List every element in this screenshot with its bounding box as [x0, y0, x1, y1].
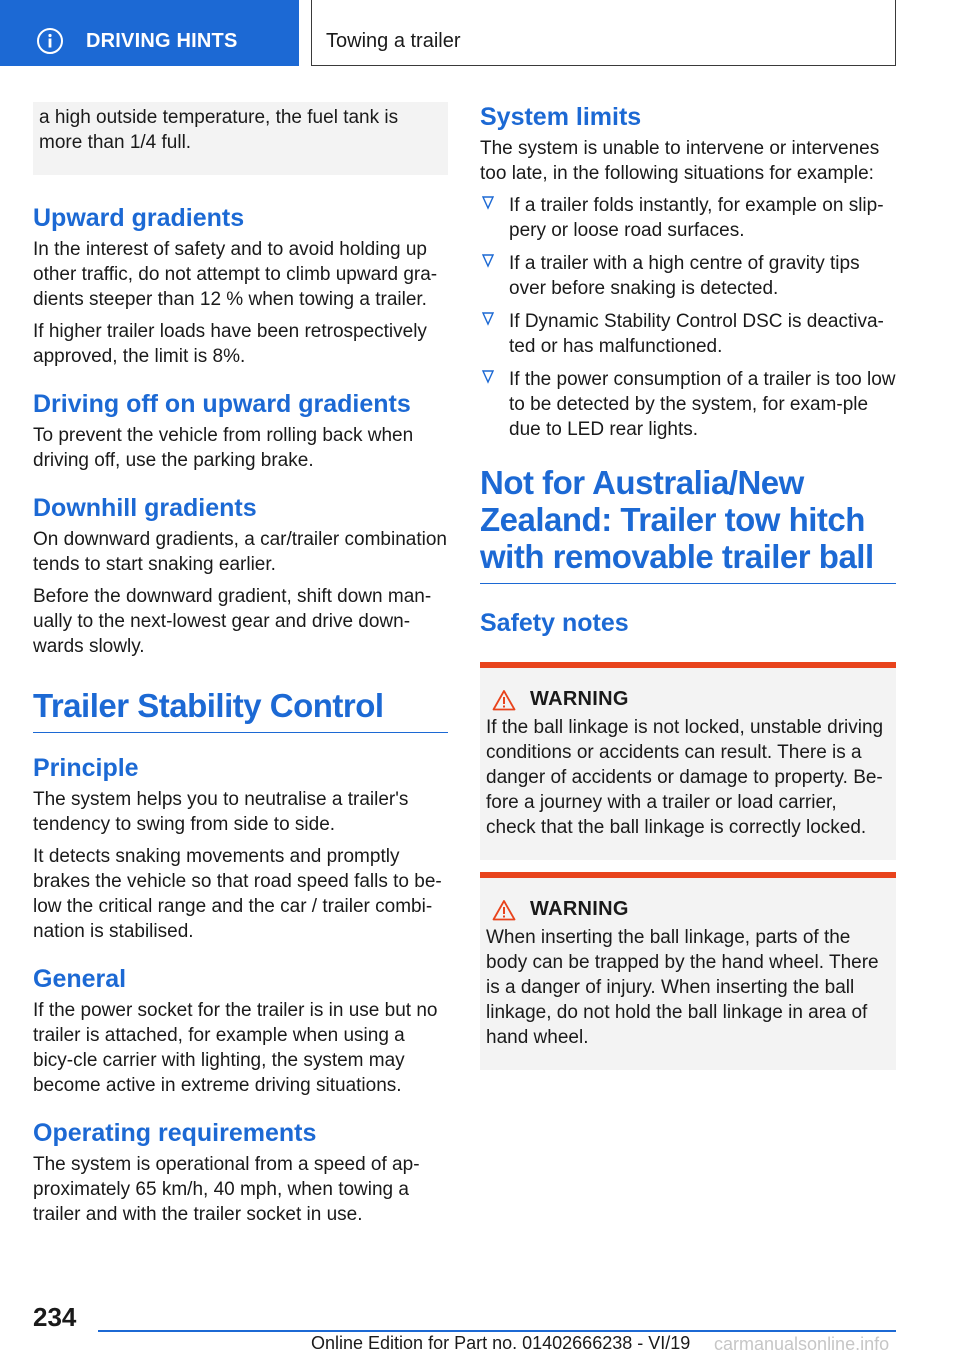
list-item-text: If Dynamic Stability Control DSC is deactiva‐ted or has malfunctioned. [509, 311, 884, 357]
section-tab [0, 0, 299, 66]
list-item [480, 309, 896, 359]
general-section [33, 964, 448, 1098]
system-limits-heading: System limits [480, 103, 642, 131]
tsc-section [33, 687, 448, 733]
warning-label: WARNING [530, 898, 629, 920]
warning-text: If the ball linkage is not locked, unstable driving conditions or accidents can result. There is a danger of accidents or damage to property. Be‐fore a journey with a trailer or load carrier, check that the ball linkage is correctly locked. [486, 717, 884, 838]
info-circle-icon [36, 27, 64, 55]
warning-header [486, 898, 890, 921]
triangle-bullet-icon [482, 196, 494, 210]
edition-text: Online Edition for Part no. 01402666238 - VI/19 [311, 1333, 691, 1353]
hitch-section [480, 464, 896, 584]
general-heading: General [33, 965, 127, 993]
downhill-heading: Downhill gradients [33, 494, 257, 522]
principle-heading: Principle [33, 754, 139, 782]
safety-notes-section [480, 608, 896, 638]
principle-p2: It detects snaking movements and promptly brakes the vehicle so that road speed falls to be‐low the critical range and the car / trailer combi‐nation is stabilised. [33, 846, 442, 942]
downhill-p1: On downward gradients, a car/trailer combination tends to start snaking earlier. [33, 529, 447, 575]
continued-note-text: a high outside temperature, the fuel tank is more than 1/4 full. [39, 107, 399, 153]
section-label: DRIVING HINTS [86, 30, 238, 52]
warning-text: When inserting the ball linkage, parts of the body can be trapped by the hand wheel. There is a danger of injury. When inserting the ball linkage, do not hold the ball linkage in area of hand wheel. [486, 927, 879, 1048]
driving-off-heading: Driving off on upward gradients [33, 390, 411, 418]
page-number: 234 [33, 1302, 77, 1332]
list-item [480, 251, 896, 301]
continued-note [33, 102, 448, 175]
tsc-heading: Trailer Stability Control [33, 687, 448, 733]
principle-p1: The system helps you to neutralise a trailer's tendency to swing from side to side. [33, 789, 409, 835]
warning-box [480, 662, 896, 860]
list-item-text: If a trailer folds instantly, for example on slip‐pery or loose road surfaces. [509, 195, 884, 241]
driving-off-p1: To prevent the vehicle from rolling back when driving off, use the parking brake. [33, 425, 414, 471]
triangle-bullet-icon [482, 254, 494, 268]
warning-label: WARNING [530, 688, 629, 710]
hitch-heading: Not for Australia/New Zealand: Trailer tow hitch with removable trailer ball [480, 464, 896, 584]
principle-section [33, 753, 448, 944]
chapter-title-box [311, 0, 896, 66]
operating-section [33, 1118, 448, 1227]
triangle-bullet-icon [482, 370, 494, 384]
warning-box [480, 872, 896, 1070]
list-item-text: If the power consumption of a trailer is too low to be detected by the system, for exam‐ple due to LED rear lights. [509, 369, 896, 440]
general-p1: If the power socket for the trailer is in use but no trailer is attached, for example when using a bicy‐cle carrier with lighting, the system may become active in extreme driving situations. [33, 1000, 438, 1096]
list-item-text: If a trailer with a high centre of gravity tips over before snaking is detected. [509, 253, 860, 299]
warning-header [486, 688, 890, 711]
list-item [480, 193, 896, 243]
system-limits-list [480, 193, 896, 442]
driving-off-section [33, 389, 448, 473]
system-limits-intro: The system is unable to intervene or intervenes too late, in the following situations for example: [480, 138, 880, 184]
warning-triangle-icon [492, 689, 516, 711]
triangle-bullet-icon [482, 312, 494, 326]
watermark-text: carmanualsonline.info [714, 1334, 890, 1354]
upward-gradients-p2: If higher trailer loads have been retrospectively approved, the limit is 8%. [33, 321, 427, 367]
left-column [33, 102, 448, 1227]
operating-heading: Operating requirements [33, 1119, 317, 1147]
upward-gradients-heading: Upward gradients [33, 204, 245, 232]
list-item [480, 367, 896, 442]
chapter-title: Towing a trailer [326, 30, 461, 52]
operating-p1: The system is operational from a speed of ap‐proximately 65 km/h, 40 mph, when towing a trailer and with the trailer socket in use. [33, 1154, 420, 1225]
downhill-p2: Before the downward gradient, shift down man‐ually to the next-lowest gear and drive down‐wards slowly. [33, 586, 432, 657]
safety-notes-heading: Safety notes [480, 609, 629, 637]
downhill-section [33, 493, 448, 659]
right-column [480, 102, 896, 1070]
warning-triangle-icon [492, 899, 516, 921]
upward-gradients-section [33, 203, 448, 369]
upward-gradients-p1: In the interest of safety and to avoid holding up other traffic, do not attempt to climb upward gra‐dients steeper than 12 % when towing a trailer. [33, 239, 438, 310]
system-limits-section [480, 102, 896, 442]
footer-rule [98, 1330, 896, 1332]
